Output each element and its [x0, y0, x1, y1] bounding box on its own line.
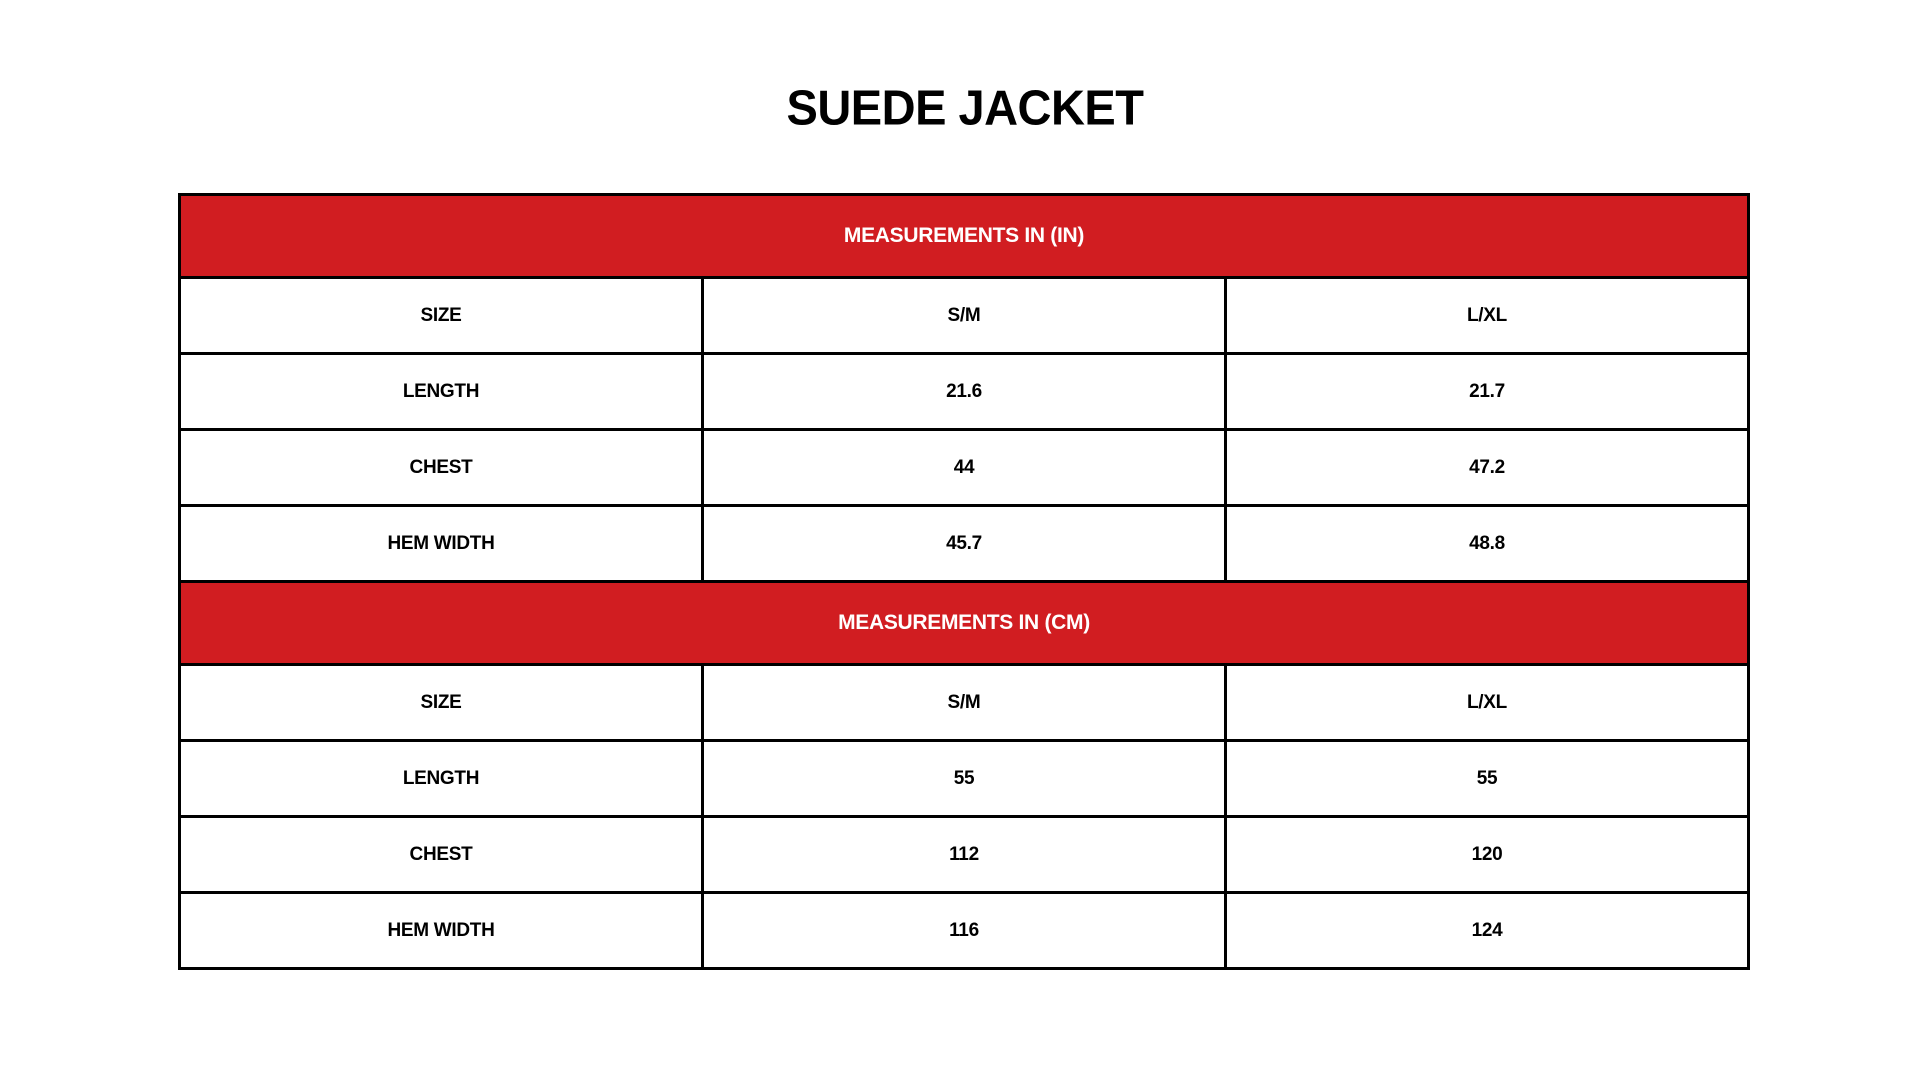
row-label: SIZE — [180, 665, 703, 741]
section-heading: MEASUREMENTS IN (CM) — [180, 582, 1749, 665]
size-chart-table — [178, 193, 1750, 970]
table-row — [180, 278, 1749, 354]
table-cell: 55 — [1225, 741, 1748, 817]
table-cell: 47.2 — [1225, 430, 1748, 506]
table-cell: 21.7 — [1225, 354, 1748, 430]
section-header-centimeters — [180, 582, 1749, 665]
table-cell: S/M — [702, 278, 1225, 354]
table-cell: L/XL — [1225, 278, 1748, 354]
row-label: HEM WIDTH — [180, 506, 703, 582]
row-label: SIZE — [180, 278, 703, 354]
table-cell: S/M — [702, 665, 1225, 741]
table-row — [180, 665, 1749, 741]
row-label: CHEST — [180, 817, 703, 893]
table-cell: 116 — [702, 893, 1225, 969]
table-cell: 48.8 — [1225, 506, 1748, 582]
table-row — [180, 354, 1749, 430]
table-row — [180, 741, 1749, 817]
row-label: LENGTH — [180, 354, 703, 430]
table-row — [180, 893, 1749, 969]
page-title: SUEDE JACKET — [786, 79, 1144, 136]
section-heading: MEASUREMENTS IN (IN) — [180, 195, 1749, 278]
table-cell: 21.6 — [702, 354, 1225, 430]
table-row — [180, 817, 1749, 893]
section-header-inches — [180, 195, 1749, 278]
table-cell: 124 — [1225, 893, 1748, 969]
table-cell: 44 — [702, 430, 1225, 506]
table-row — [180, 506, 1749, 582]
table-cell: 45.7 — [702, 506, 1225, 582]
table-row — [180, 430, 1749, 506]
row-label: HEM WIDTH — [180, 893, 703, 969]
table-cell: 120 — [1225, 817, 1748, 893]
table-cell: 112 — [702, 817, 1225, 893]
table-cell: L/XL — [1225, 665, 1748, 741]
table-cell: 55 — [702, 741, 1225, 817]
row-label: LENGTH — [180, 741, 703, 817]
row-label: CHEST — [180, 430, 703, 506]
